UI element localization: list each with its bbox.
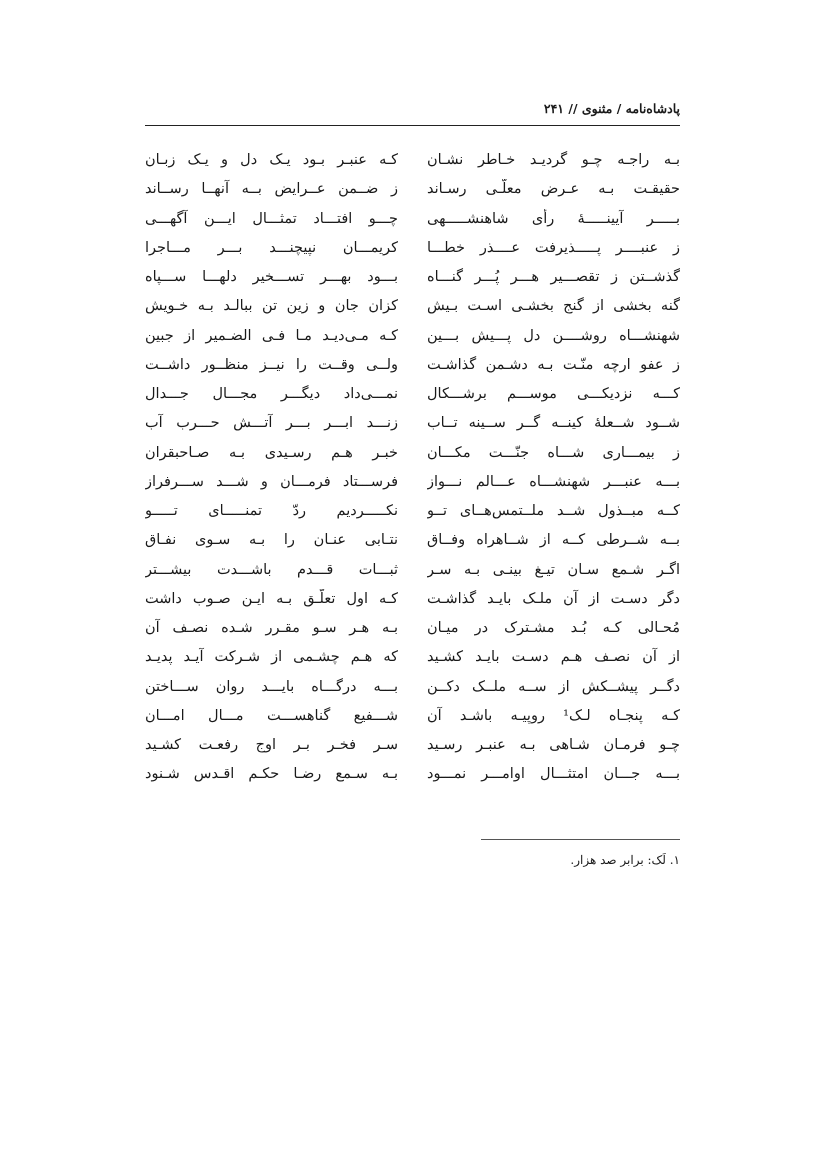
verse-hemistich: کــه مبــذول شــد ملــتمس‌هــای تــو bbox=[427, 503, 680, 519]
verse-hemistich: بـــه درگـــاه بایـــد روان ســـاختن bbox=[145, 678, 398, 695]
verse-hemistich: ز عفو ارچه منّـت بـه دشـمن گذاشـت bbox=[427, 356, 680, 373]
verse-hemistich: ز عنبــــر پـــــذیرفت عــــذر خطـــا bbox=[427, 239, 680, 256]
verse-hemistich: دگر دسـت از آن ملـک بایـد گذاشـت bbox=[427, 590, 680, 607]
verse-hemistich: بـــه جـــان امتثـــال اوامـــر نمـــود bbox=[427, 766, 680, 783]
poem-left-column bbox=[145, 150, 398, 794]
verse-hemistich: کـه اول تعلّـق بـه ایـن صـوب داشت bbox=[145, 590, 398, 607]
verse-hemistich: زنـــد ابـــر بـــر آتـــش حـــرب آب bbox=[145, 415, 398, 432]
verse-hemistich: نتـابی عنـان را بـه سـوی نفـاق bbox=[145, 532, 398, 549]
verse-hemistich: بـه راجـه چـو گردیـد خـاطر نشـان bbox=[427, 152, 680, 168]
verse-hemistich: کزان جان و زین تن ببالـد بـه خـویش bbox=[145, 298, 398, 315]
verse-hemistich: اگـر شـمع سـان تیـغ بینـی بـه سـر bbox=[427, 561, 680, 578]
running-title: پادشاه‌نامه / مثنوی // ۲۴۱ bbox=[543, 101, 680, 116]
verse-hemistich: نمـــی‌داد دیگـــر مجـــال جـــدال bbox=[145, 386, 398, 402]
verse-hemistich: نکـــــردیم ردّ تمنـــــای تـــــو bbox=[145, 503, 398, 519]
verse-hemistich: ولــی وقــت را نیــز منظــور داشــت bbox=[145, 356, 398, 373]
page-header bbox=[145, 101, 680, 126]
verse-hemistich: بـه سـمع رضـا حکـم اقـدس شـنود bbox=[145, 766, 398, 783]
verse-hemistich: که هـم چشـمی از شـرکت آیـد پدیـد bbox=[145, 649, 398, 666]
verse-hemistich: بــه شــرطی کــه از شــاهراه وفــاق bbox=[427, 532, 680, 549]
verse-hemistich: شهنشـــاه روشــــن دل پـــیش بـــین bbox=[427, 327, 680, 344]
footnote: ۱. لَک: برابر صد هزار. bbox=[570, 853, 680, 867]
verse-hemistich: دگــر پیشــکش از ســه ملــک دکــن bbox=[427, 678, 680, 695]
verse-hemistich: شــود شــعلهٔ کینــه گــر ســینه تــاب bbox=[427, 415, 680, 432]
verse-hemistich: گنه بخشی از گنج بخشـی اسـت بـیش bbox=[427, 298, 680, 315]
verse-hemistich: چـــو افتـــاد تمثـــال ایـــن آگهـــی bbox=[145, 210, 398, 227]
verse-hemistich: بـه هـر سـو مقـرر شـده نصـف آن bbox=[145, 620, 398, 636]
verse-hemistich: ثبـــات قـــدم باشـــدت بیشـــتر bbox=[145, 561, 398, 578]
poem-body bbox=[145, 150, 680, 800]
verse-hemistich: خبـر هـم رسـیدی بـه صـاحبقران bbox=[145, 444, 398, 461]
verse-hemistich: بـــود بهـــر تســـخیر دلهـــا ســـپاه bbox=[145, 269, 398, 285]
footnote-divider bbox=[481, 839, 680, 840]
verse-hemistich: مُحـالی کـه بُـد مشـترک در میـان bbox=[427, 620, 680, 636]
verse-hemistich: کـه عنبـر بـود یـک دل و یـک زبـان bbox=[145, 152, 398, 168]
verse-hemistich: ز بیمـــاری شـــاه جنّـــت مکـــان bbox=[427, 444, 680, 461]
verse-hemistich: سـر فخـر بـر اوج رفعـت کشـید bbox=[145, 737, 398, 753]
verse-hemistich: از آن نصـف هـم دسـت بایـد کشـید bbox=[427, 649, 680, 666]
poem-right-column bbox=[427, 150, 680, 794]
verse-hemistich: کـه مـی‌دیـد مـا فـی الضـمیر از جبین bbox=[145, 327, 398, 344]
verse-hemistich: کـه پنجـاه لـک¹ روپیـه باشـد آن bbox=[427, 707, 680, 724]
verse-hemistich: چـو فرمـان شـاهی بـه عنبـر رسـید bbox=[427, 737, 680, 753]
verse-hemistich: بـــــر آیینـــــهٔ رأی شاهنشـــــهی bbox=[427, 210, 680, 227]
verse-hemistich: حقیقـت بـه عـرض معلّـی رسـاند bbox=[427, 181, 680, 198]
verse-hemistich: کـــه نزدیکـــی موســـم برشـــکال bbox=[427, 386, 680, 402]
verse-hemistich: گذشــتن ز تقصـــیر هـــر پُـــر گنـــاه bbox=[427, 269, 680, 285]
verse-hemistich: ز ضــمن عــرایض بــه آنهــا رســاند bbox=[145, 181, 398, 198]
verse-hemistich: شـــفیع گناهســـت مـــال امـــان bbox=[145, 707, 398, 724]
verse-hemistich: کریمـــان نپیچنـــد بـــر مـــاجرا bbox=[145, 239, 398, 256]
verse-hemistich: بـــه عنبـــر شهنشـــاه عـــالم نـــواز bbox=[427, 473, 680, 490]
verse-hemistich: فرســـتاد فرمـــان و شـــد ســـرفراز bbox=[145, 473, 398, 490]
